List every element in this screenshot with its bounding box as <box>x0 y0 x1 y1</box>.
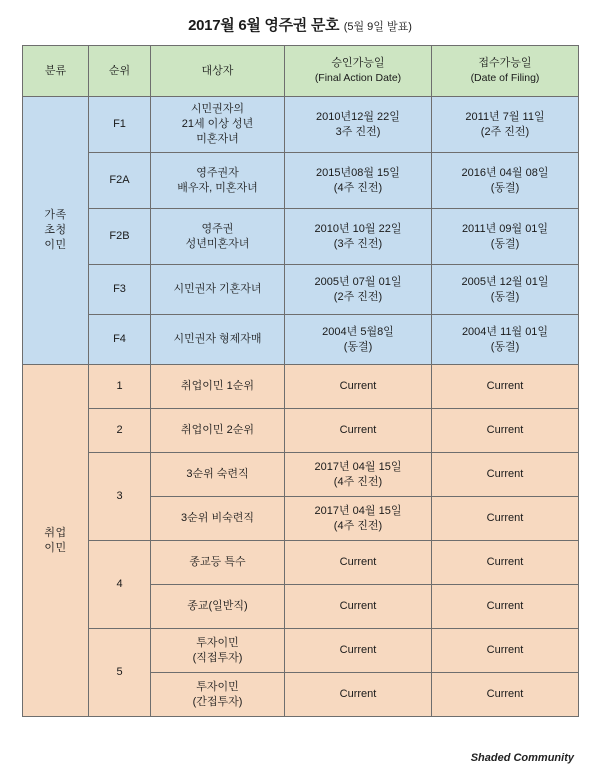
column-header-target <box>151 46 285 97</box>
table-row <box>23 209 579 265</box>
date-of-filing-cell: Current <box>432 497 579 541</box>
date-of-filing-cell: 2004년 11월 01일 (동결) <box>432 315 579 365</box>
target-cell: 시민권자 형제자매 <box>151 315 285 365</box>
final-action-date-cell: 2015년08월 15일 (4주 진전) <box>285 153 432 209</box>
table-row <box>23 265 579 315</box>
table-row <box>23 153 579 209</box>
date-of-filing-cell: Current <box>432 629 579 673</box>
date-of-filing-cell: 2011년 7월 11일 (2주 진전) <box>432 97 579 153</box>
final-action-date-cell: Current <box>285 541 432 585</box>
target-cell: 취업이민 1순위 <box>151 365 285 409</box>
final-action-date-cell: Current <box>285 409 432 453</box>
column-header-final-action-ko: 승인가능일 <box>331 57 385 70</box>
column-header-filing-en: (Date of Filing) <box>470 72 540 85</box>
date-of-filing-cell: Current <box>432 409 579 453</box>
table-row <box>23 97 579 153</box>
rank-cell: F1 <box>89 97 151 153</box>
final-action-date-cell: 2005년 07월 01일 (2주 진전) <box>285 265 432 315</box>
category-cell: 가족 초청 이민 <box>23 97 89 365</box>
final-action-date-cell: 2004년 5월8일 (동결) <box>285 315 432 365</box>
date-of-filing-cell: 2016년 04월 08일 (동결) <box>432 153 579 209</box>
rank-cell: 5 <box>89 629 151 717</box>
table-row <box>23 409 579 453</box>
target-cell: 3순위 비숙련직 <box>151 497 285 541</box>
column-header-date-of-filing <box>432 46 579 97</box>
rank-cell: F4 <box>89 315 151 365</box>
table-header-row <box>23 46 579 97</box>
rank-cell: 3 <box>89 453 151 541</box>
visa-bulletin-table <box>22 45 579 717</box>
rank-cell: F2A <box>89 153 151 209</box>
target-cell: 투자이민 (직접투자) <box>151 629 285 673</box>
target-cell: 영주권자 배우자, 미혼자녀 <box>151 153 285 209</box>
table-row <box>23 629 579 673</box>
column-header-final-action-date <box>285 46 432 97</box>
category-cell: 취업 이민 <box>23 365 89 717</box>
rank-cell: 4 <box>89 541 151 629</box>
date-of-filing-cell: 2011년 09월 01일 (동결) <box>432 209 579 265</box>
column-header-rank-ko: 순위 <box>108 64 131 77</box>
table-body <box>23 97 579 717</box>
table-row <box>23 541 579 585</box>
page-title-main: 2017월 6월 영주권 문호 <box>188 17 340 34</box>
target-cell: 영주권 성년미혼자녀 <box>151 209 285 265</box>
rank-cell: F3 <box>89 265 151 315</box>
rank-cell: F2B <box>89 209 151 265</box>
target-cell: 취업이민 2순위 <box>151 409 285 453</box>
target-cell: 시민권자의 21세 이상 성년 미혼자녀 <box>151 97 285 153</box>
target-cell: 시민권자 기혼자녀 <box>151 265 285 315</box>
target-cell: 종교등 특수 <box>151 541 285 585</box>
table-header <box>23 46 579 97</box>
final-action-date-cell: Current <box>285 365 432 409</box>
column-header-rank <box>89 46 151 97</box>
date-of-filing-cell: Current <box>432 365 579 409</box>
final-action-date-cell: 2017년 04월 15일 (4주 진전) <box>285 497 432 541</box>
final-action-date-cell: 2017년 04월 15일 (4주 진전) <box>285 453 432 497</box>
date-of-filing-cell: 2005년 12월 01일 (동결) <box>432 265 579 315</box>
date-of-filing-cell: Current <box>432 453 579 497</box>
final-action-date-cell: 2010년12월 22일 3주 진전) <box>285 97 432 153</box>
table-row <box>23 315 579 365</box>
table-row <box>23 453 579 497</box>
target-cell: 종교(일반직) <box>151 585 285 629</box>
target-cell: 투자이민 (간접투자) <box>151 673 285 717</box>
column-header-target-ko: 대상자 <box>201 64 234 77</box>
rank-cell: 2 <box>89 409 151 453</box>
date-of-filing-cell: Current <box>432 673 579 717</box>
column-header-filing-ko: 접수가능일 <box>478 57 532 70</box>
page-title <box>22 0 578 45</box>
final-action-date-cell: 2010년 10월 22일 (3주 진전) <box>285 209 432 265</box>
target-cell: 3순위 숙련직 <box>151 453 285 497</box>
final-action-date-cell: Current <box>285 629 432 673</box>
date-of-filing-cell: Current <box>432 585 579 629</box>
table-row <box>23 365 579 409</box>
final-action-date-cell: Current <box>285 585 432 629</box>
column-header-category <box>23 46 89 97</box>
footer-credit: Shaded Community <box>470 752 574 764</box>
final-action-date-cell: Current <box>285 673 432 717</box>
page-title-sub: (5월 9일 발표) <box>343 21 412 33</box>
rank-cell: 1 <box>89 365 151 409</box>
date-of-filing-cell: Current <box>432 541 579 585</box>
column-header-final-action-en: (Final Action Date) <box>314 72 402 85</box>
column-header-category-ko: 분류 <box>44 64 67 77</box>
